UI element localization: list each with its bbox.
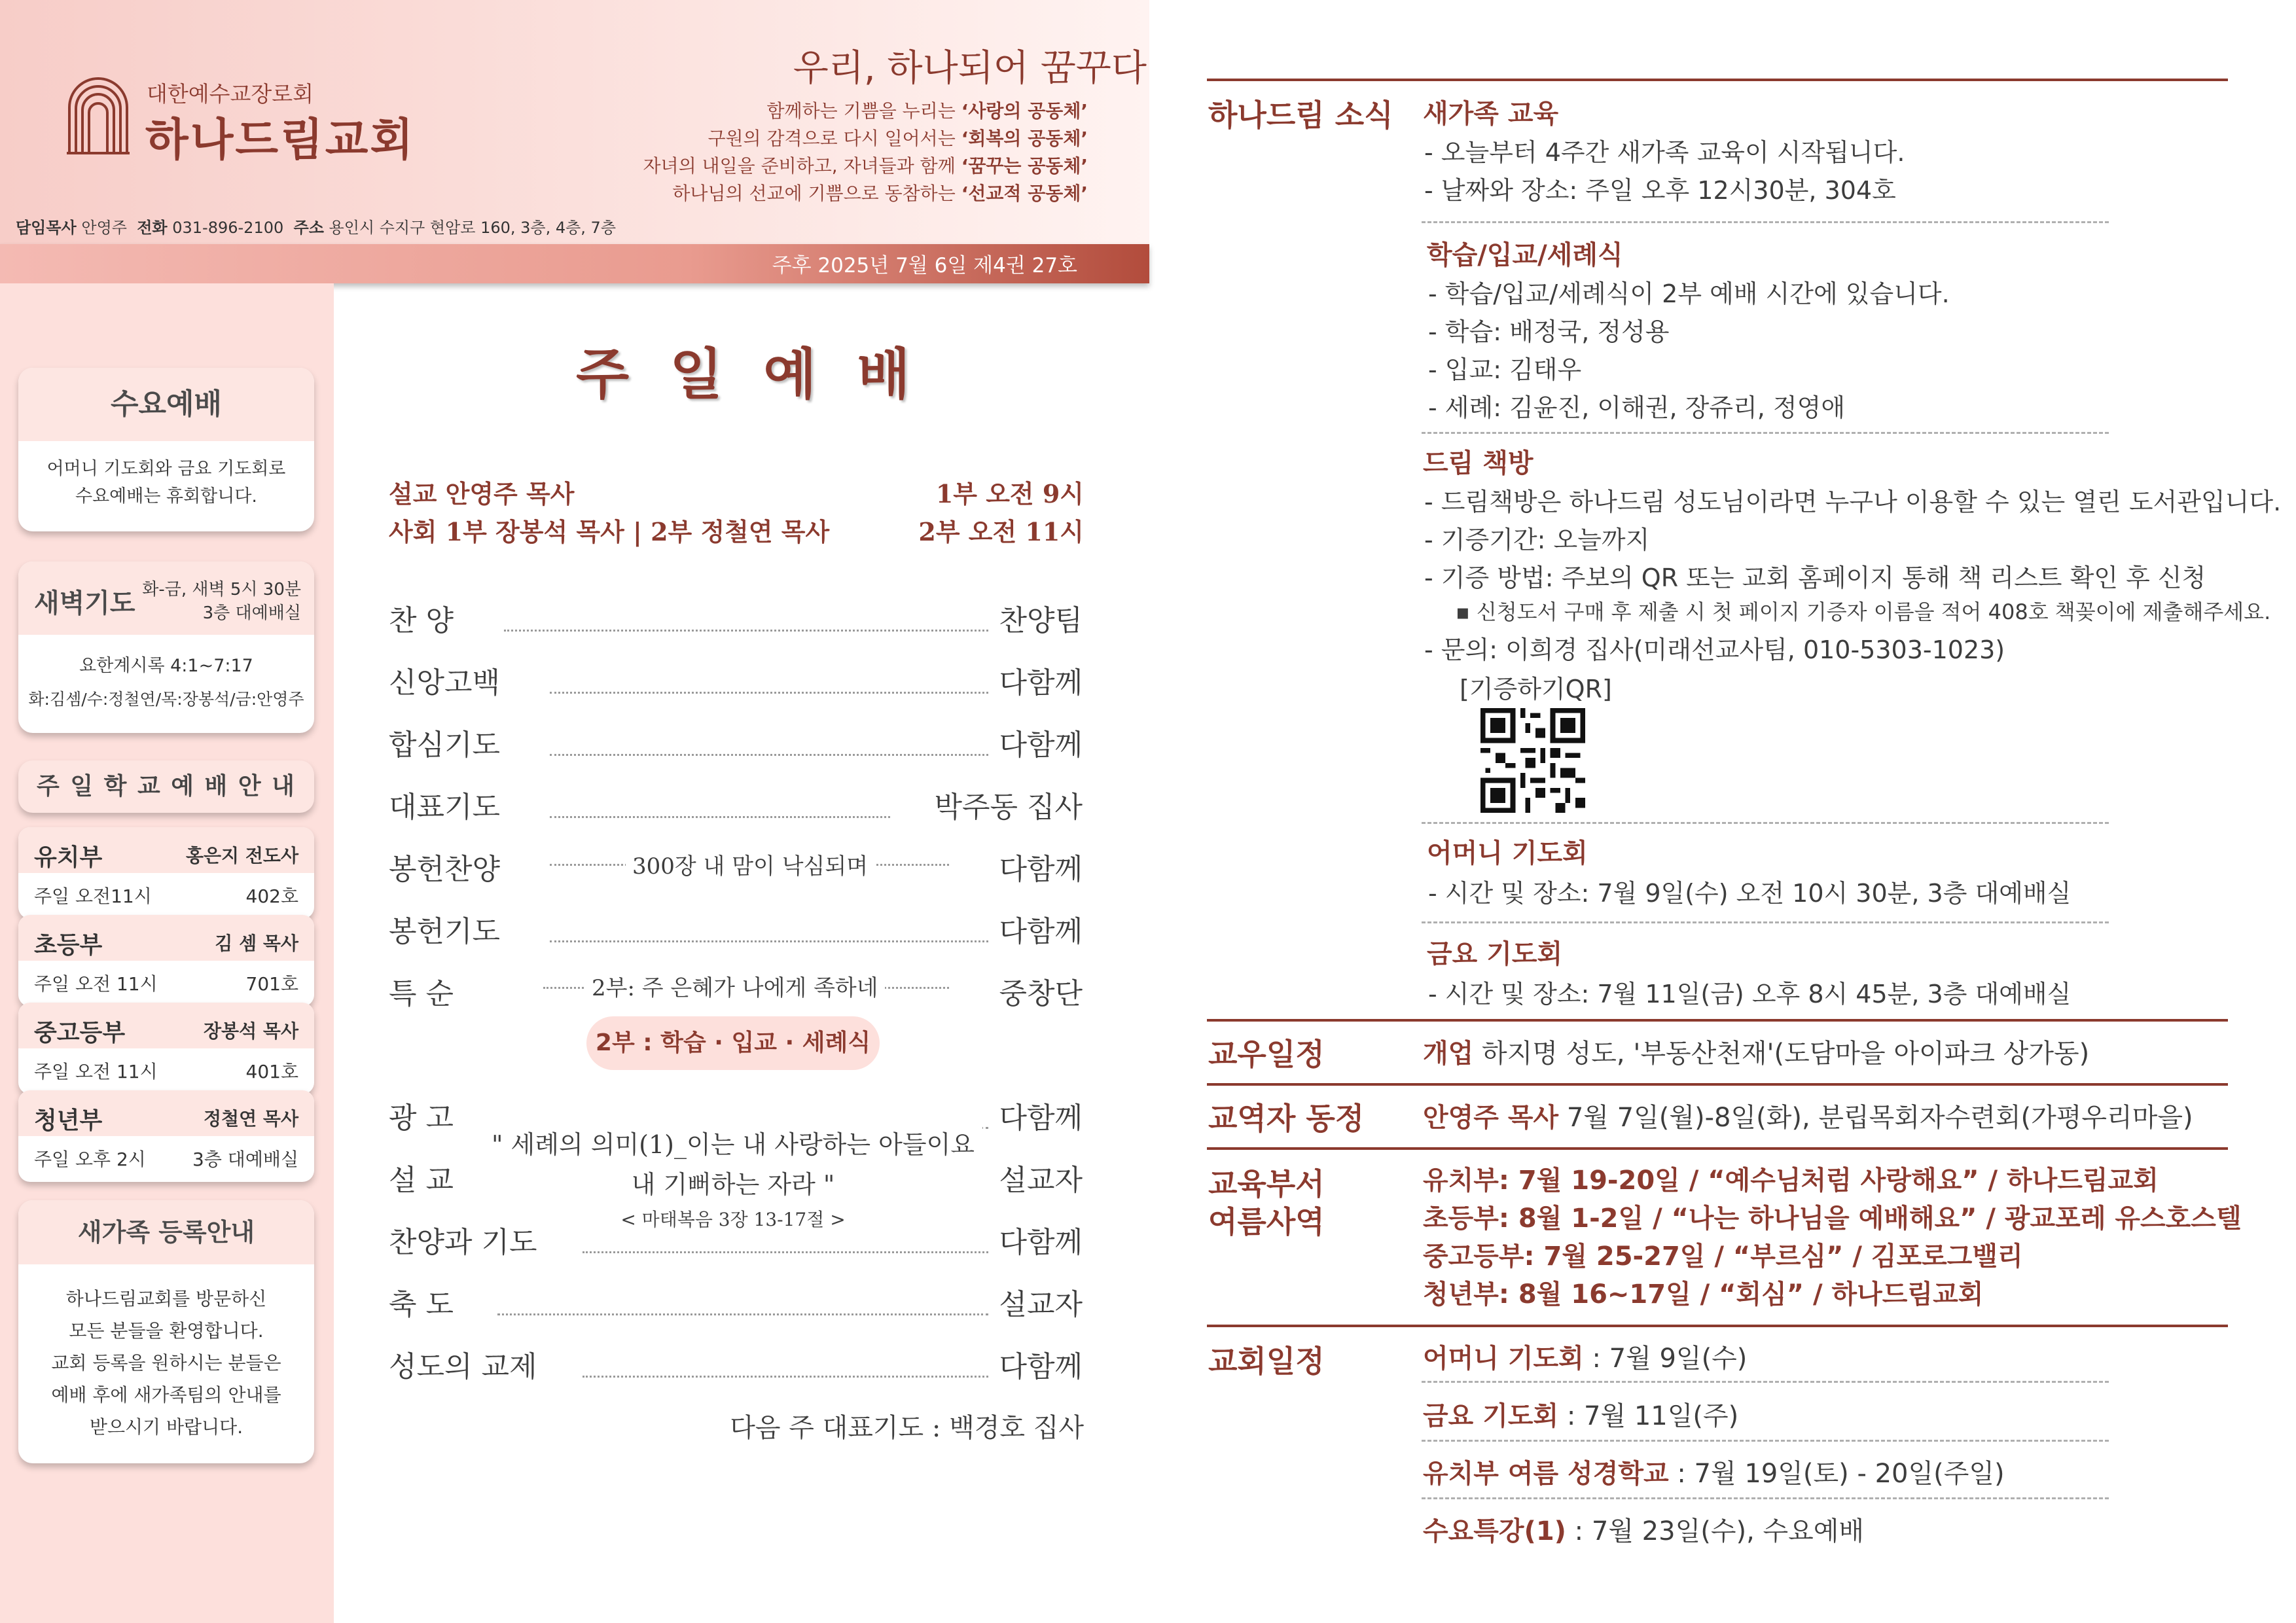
- order-leader: 박주동 집사: [934, 791, 1083, 824]
- school-name: 청년부: [34, 1107, 103, 1134]
- church-schedule-item: 어머니 기도회 : 7월 9일(수): [1423, 1344, 1748, 1374]
- slogan: 우리, 하나되어 꿈꾸다: [793, 47, 1147, 90]
- newcomer-card: [18, 1200, 314, 1463]
- sermon-scripture: < 마태복음 3장 13-17절 >: [620, 1209, 846, 1230]
- newcomer-text: 하나드림교회를 방문하신: [65, 1288, 267, 1310]
- news-text: - 오늘부터 4주간 새가족 교육이 시작됩니다.: [1424, 138, 1905, 167]
- summer-item: 초등부: 8월 1-2일 / “나는 하나님을 예배해요” / 광교포레 유스호스텔: [1423, 1204, 2242, 1234]
- news-section-title: 하나드림 소식: [1208, 98, 1393, 133]
- service-time-2: 2부 오전 11시: [918, 517, 1084, 546]
- school-card-young-adult: [18, 1090, 314, 1182]
- school-leader: 정철연 목사: [204, 1108, 298, 1130]
- divider: [1207, 1147, 2228, 1150]
- school-time: 주일 오전 11시: [34, 1061, 158, 1082]
- school-leader: 김 셈 목사: [215, 933, 298, 954]
- dawn-leaders: 화:김셈/수:정철연/목:장봉석/금:안영주: [28, 689, 304, 709]
- denomination: 대한예수교장로회: [147, 81, 314, 107]
- order-leader: 다함께: [999, 728, 1083, 762]
- school-card-kindergarten: [18, 827, 314, 919]
- sunday-school-title: 주 일 학 교 예 배 안 내: [18, 760, 314, 813]
- member-schedule-title: 교우일정: [1208, 1037, 1325, 1072]
- church-schedule-item: 수요특강(1) : 7월 23일(수), 수요예배: [1423, 1516, 1865, 1546]
- dashed-divider: [1422, 1381, 2109, 1383]
- news-text: - 드림책방은 하나드림 성도님이라면 누구나 이용할 수 있는 열린 도서관입니다.: [1424, 488, 2282, 516]
- school-room: 3층 대예배실: [192, 1149, 298, 1170]
- church-arch-logo-icon: [65, 73, 131, 156]
- summer-item: 유치부: 7월 19-20일 / “예수님처럼 사랑해요” / 하나드림교회: [1423, 1166, 2159, 1196]
- news-text: - 입교: 김태우: [1428, 355, 1582, 384]
- worship-title: 주일예배: [576, 342, 951, 406]
- wednesday-text: 수요예배는 휴회합니다.: [75, 486, 257, 507]
- newcomer-title: 새가족 등록안내: [18, 1200, 314, 1264]
- dashed-divider: [1422, 921, 2109, 923]
- news-title: 새가족 교육: [1423, 99, 1559, 129]
- order-label: 특 순: [389, 977, 454, 1010]
- summer-item: 청년부: 8월 16~17일 / “회심” / 하나드림교회: [1423, 1279, 1984, 1310]
- issue-date: 주후 2025년 7월 6일 제4권 27호: [772, 254, 1077, 277]
- leader-dots: [550, 692, 988, 694]
- motto-line: 구원의 감격으로 다시 일어서는 ‘회복의 공동체’: [708, 128, 1088, 149]
- sacrament-pill: 2부 : 학습 · 입교 · 세례식: [586, 1016, 880, 1070]
- motto-line: 하나님의 선교에 기쁨으로 동참하는 ‘선교적 공동체’: [672, 183, 1088, 204]
- special-music: 2부: 주 은혜가 나에게 족하네: [585, 970, 885, 1002]
- dawn-time: 화-금, 새벽 5시 30분: [142, 580, 301, 599]
- school-room: 401호: [245, 1061, 298, 1082]
- sermon-title-line: 내 기뻐하는 자라 ": [631, 1170, 835, 1199]
- order-label: 설 교: [389, 1164, 454, 1197]
- order-label: 대표기도: [389, 791, 501, 824]
- order-label: 축 도: [389, 1288, 454, 1321]
- leader-dots: [504, 630, 988, 632]
- motto-line: 함께하는 기쁨을 누리는 ‘사랑의 공동체’: [766, 100, 1088, 122]
- news-text: - 날짜와 장소: 주일 오후 12시30분, 304호: [1424, 176, 1896, 205]
- order-leader: 설교자: [999, 1288, 1083, 1321]
- order-label: 성도의 교제: [389, 1350, 537, 1383]
- offering-hymn: 300장 내 맘이 낙심되며: [626, 848, 874, 880]
- order-leader: 다함께: [999, 853, 1083, 886]
- order-leader: 다함께: [999, 666, 1083, 700]
- presider: 사회 1부 장봉석 목사 | 2부 정철연 목사: [389, 517, 830, 546]
- school-card-youth: [18, 1003, 314, 1094]
- preacher: 설교 안영주 목사: [389, 479, 575, 508]
- order-label: 찬 양: [389, 604, 454, 637]
- order-label: 신앙고백: [389, 666, 501, 700]
- leader-dots: [550, 940, 988, 942]
- next-week-prayer: 다음 주 대표기도 : 백경호 집사: [730, 1413, 1084, 1443]
- school-leader: 홍은지 전도사: [185, 845, 298, 866]
- church-schedule-title: 교회일정: [1208, 1344, 1325, 1379]
- newcomer-text: 모든 분들을 환영합니다.: [69, 1320, 264, 1342]
- summer-item: 중고등부: 7월 25-27일 / “부르심” / 김포로그밸리: [1423, 1241, 2023, 1272]
- order-leader: 다함께: [999, 1350, 1083, 1383]
- dashed-divider: [1422, 822, 2109, 824]
- member-schedule-text: 개업 하지명 성도, '부동산천재'(도담마을 아이파크 상가동): [1423, 1039, 2090, 1069]
- school-name: 초등부: [34, 932, 103, 959]
- wednesday-text: 어머니 기도회와 금요 기도회로: [46, 459, 286, 479]
- summer-title: 교육부서: [1208, 1166, 1325, 1202]
- news-text: - 세례: 김윤진, 이해권, 장쥬리, 정영애: [1428, 393, 1846, 422]
- service-time-1: 1부 오전 9시: [935, 479, 1084, 508]
- leader-dots: [550, 816, 890, 818]
- school-name: 유치부: [34, 844, 103, 871]
- divider: [1207, 79, 2228, 81]
- school-card-elementary: [18, 915, 314, 1007]
- order-leader: 다함께: [999, 1226, 1083, 1259]
- wednesday-card: [18, 368, 314, 531]
- leader-dots: [583, 1251, 988, 1253]
- wednesday-title: 수요예배: [18, 368, 314, 441]
- news-contact: - 문의: 이희경 집사(미래선교사팀, 010-5303-1023): [1424, 635, 2005, 664]
- newcomer-text: 교회 등록을 원하시는 분들은: [51, 1352, 281, 1374]
- news-text: - 학습/입교/세례식이 2부 예배 시간에 있습니다.: [1428, 279, 1950, 308]
- qr-label: [기증하기QR]: [1460, 675, 1612, 704]
- school-time: 주일 오전11시: [34, 885, 152, 907]
- church-info-line: 담임목사 안영주 전화 031-896-2100 주소 용인시 수지구 현암로 160, 3층, 4층, 7층: [16, 219, 617, 237]
- dashed-divider: [1422, 432, 2109, 434]
- school-name: 중고등부: [34, 1020, 126, 1046]
- order-leader: 설교자: [999, 1164, 1083, 1197]
- news-text: - 학습: 배정국, 정성용: [1428, 317, 1670, 346]
- order-label: 광 고: [389, 1101, 454, 1135]
- leader-dots: [583, 1376, 988, 1378]
- sermon-title-line: " 세례의 의미(1)_이는 내 사랑하는 아들이요: [484, 1124, 982, 1160]
- news-title: 어머니 기도회: [1427, 838, 1588, 868]
- school-time: 주일 오후 2시: [34, 1149, 146, 1170]
- news-text: - 기증기간: 오늘까지: [1424, 526, 1650, 554]
- news-text: - 시간 및 장소: 7월 11일(금) 오후 8시 45분, 3층 대예배실: [1428, 980, 2072, 1008]
- order-label: 합심기도: [389, 728, 501, 762]
- newcomer-text: 예배 후에 새가족팀의 안내를: [51, 1384, 281, 1406]
- news-title: 학습/입교/세례식: [1427, 240, 1623, 270]
- sermon-title: [458, 1124, 1008, 1232]
- order-leader: 다함께: [999, 1101, 1083, 1135]
- school-room: 402호: [245, 885, 298, 907]
- school-leader: 장봉석 목사: [204, 1020, 298, 1042]
- news-text: - 시간 및 장소: 7월 9일(수) 오전 10시 30분, 3층 대예배실: [1428, 879, 2072, 908]
- divider: [1207, 1019, 2228, 1022]
- order-leader: 찬양팀: [999, 604, 1083, 637]
- news-title: 금요 기도회: [1427, 939, 1563, 969]
- newcomer-text: 받으시기 바랍니다.: [89, 1416, 243, 1438]
- leader-dots: [550, 754, 988, 756]
- order-leader: 중창단: [999, 977, 1083, 1010]
- dawn-prayer-card: [18, 562, 314, 733]
- motto-line: 자녀의 내일을 준비하고, 자녀들과 함께 ‘꿈꾸는 공동체’: [643, 155, 1088, 177]
- dashed-divider: [1422, 1497, 2109, 1499]
- order-label: 봉헌기도: [389, 915, 501, 948]
- news-note: ▪ 신청도서 구매 후 제출 시 첫 페이지 기증자 이름을 적어 408호 책꽂이에 제출해주세요.: [1456, 599, 2271, 624]
- dawn-title: 새벽기도: [34, 588, 135, 618]
- school-time: 주일 오전 11시: [34, 973, 158, 995]
- news-text: - 기증 방법: 주보의 QR 또는 교회 홈페이지 통해 책 리스트 확인 후 신청: [1424, 563, 2206, 592]
- divider: [1207, 1325, 2228, 1327]
- pastor-schedule-text: 안영주 목사 7월 7일(월)-8일(화), 분립목회자수련회(가평우리마을): [1423, 1103, 2193, 1133]
- order-leader: 다함께: [999, 915, 1083, 948]
- dashed-divider: [1422, 221, 2109, 223]
- divider: [1207, 1083, 2228, 1086]
- school-room: 701호: [245, 973, 298, 995]
- qr-code-icon[interactable]: [1480, 708, 1585, 813]
- dawn-place: 3층 대예배실: [202, 603, 301, 623]
- pastor-schedule-title: 교역자 동정: [1208, 1101, 1365, 1136]
- dawn-scripture: 요한계시록 4:1~7:17: [79, 656, 253, 676]
- leader-dots: [497, 1313, 988, 1315]
- summer-title: 여름사역: [1208, 1204, 1325, 1240]
- dashed-divider: [1422, 1440, 2109, 1442]
- church-schedule-item: 금요 기도회 : 7월 11일(주): [1423, 1401, 1739, 1431]
- order-label: 찬양과 기도: [389, 1226, 537, 1259]
- order-label: 봉헌찬양: [389, 853, 501, 886]
- church-name: 하나드림교회: [145, 115, 416, 166]
- church-schedule-item: 유치부 여름 성경학교 : 7월 19일(토) - 20일(주일): [1423, 1459, 2005, 1489]
- news-title: 드림 책방: [1423, 448, 1534, 478]
